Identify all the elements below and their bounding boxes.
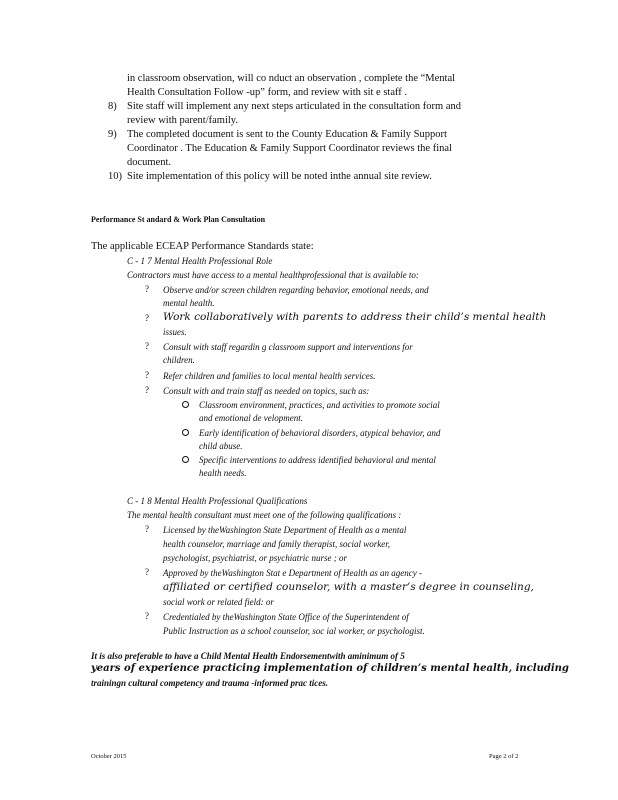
c17-subitem-line: Early identification of behavioral disorders, atypical behavior, and (199, 428, 441, 438)
c17-subitem-line: Classroom environment, practices, and activities to promote social (199, 400, 440, 410)
footer-page-number: Page 2 of 2 (489, 753, 519, 760)
list-continuation-line: in classroom observation, will co nduct an observation , complete the “Mental (127, 73, 456, 84)
intro-line: The applicable ECEAP Performance Standards state: (91, 241, 314, 252)
standard-heading-c18: C - 1 8 Mental Health Professional Qualifications (127, 496, 308, 506)
closing-line: trainingn cultural competency and trauma -informed prac tices. (91, 678, 329, 688)
c17-item-line: Refer children and families to local mental health services. (163, 371, 376, 381)
bullet-marker: ? (145, 370, 149, 380)
c17-item-line: Work collaboratively with parents to address their child’s mental health (163, 311, 547, 323)
c18-item-line: social work or related field: or (163, 597, 274, 607)
c17-item-line: mental health. (163, 298, 215, 308)
c17-item-line: children. (163, 355, 195, 365)
list-number: 8) (108, 101, 117, 112)
list-item-8-line: review with parent/family. (127, 115, 238, 126)
c17-subitem-line: health needs. (199, 468, 247, 478)
closing-line: It is also preferable to have a Child Mental Health Endorsementwith aminimum of 5 (91, 651, 405, 661)
c18-item-line: psychologist, psychiatrist, or psychiatric nurse ; or (163, 553, 347, 563)
circle-bullet-icon (182, 456, 189, 463)
c17-subitem-line: and emotional de velopment. (199, 413, 303, 423)
footer-date: October 2015 (91, 753, 127, 760)
c17-subitem-line: Specific interventions to address identified behavioral and mental (199, 455, 436, 465)
standard-lead-c17: Contractors must have access to a mental healthprofessional that is available to: (127, 270, 419, 280)
standard-heading-c17: C - 1 7 Mental Health Professional Role (127, 256, 273, 266)
c17-item-line: Consult with staff regardin g classroom support and interventions for (163, 342, 413, 352)
list-item-9-line: The completed document is sent to the County Education & Family Support (127, 129, 447, 140)
bullet-marker: ? (145, 284, 149, 294)
bullet-marker: ? (145, 385, 149, 395)
bullet-marker: ? (145, 567, 149, 577)
section-heading: Performance St andard & Work Plan Consultation (91, 215, 266, 224)
standard-lead-c18: The mental health consultant must meet one of the following qualifications : (127, 510, 402, 520)
c18-item-line: Credentialed by theWashington State Office of the Superintendent of (163, 612, 409, 622)
circle-bullet-icon (182, 401, 189, 408)
c17-subitem-line: child abuse. (199, 441, 243, 451)
list-continuation-line: Health Consultation Follow -up” form, and review with sit e staff . (127, 87, 408, 98)
c18-item-line: affiliated or certified counselor, with a master’s degree in counseling, (163, 581, 534, 593)
c17-item-line: issues. (163, 327, 187, 337)
bullet-marker: ? (145, 341, 149, 351)
list-item-9-line: Coordinator . The Education & Family Support Coordinator reviews the final (127, 143, 452, 154)
bullet-marker: ? (145, 611, 149, 621)
list-item-10-line: Site implementation of this policy will be noted inthe annual site review. (127, 171, 432, 182)
c18-item-line: Licensed by theWashington State Department of Health as a mental (163, 525, 407, 535)
closing-line: years of experience practicing implementation of children’s mental health, including (91, 663, 569, 674)
list-item-9-line: document. (127, 157, 172, 168)
c18-item-line: Public Instruction as a school counselor, soc ial worker, or psychologist. (163, 626, 425, 636)
circle-bullet-icon (182, 429, 189, 436)
c17-item-line: Consult with and train staff as needed on topics, such as: (163, 386, 370, 396)
list-item-8-line: Site staff will implement any next steps articulated in the consultation form and (127, 101, 461, 112)
c18-item-line: Approved by theWashington Stat e Department of Health as an agency - (163, 568, 423, 578)
list-number: 10) (108, 171, 122, 182)
c17-item-line: Observe and/or screen children regarding behavior, emotional needs, and (163, 285, 429, 295)
list-number: 9) (108, 129, 117, 140)
bullet-marker: ? (145, 524, 149, 534)
c18-item-line: health counselor, marriage and family therapist, social worker, (163, 539, 390, 549)
bullet-marker: ? (145, 313, 149, 323)
